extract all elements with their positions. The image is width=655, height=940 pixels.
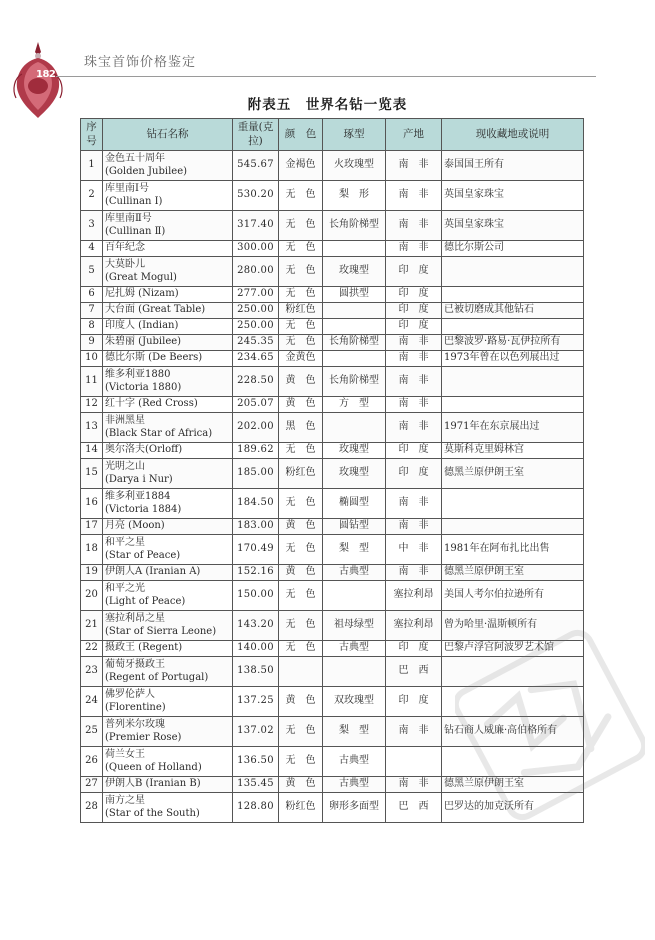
cut-style — [323, 303, 386, 319]
diamond-name-cn: 佛罗伦萨人 — [105, 689, 155, 700]
header-divider — [56, 76, 596, 77]
diamond-name — [103, 397, 233, 413]
location-note — [442, 747, 584, 777]
table-row — [81, 581, 584, 611]
cut-style: 长角阶梯型 — [323, 211, 386, 241]
table-row — [81, 641, 584, 657]
table-row — [81, 367, 584, 397]
carat-weight: 150.00 — [233, 581, 279, 611]
diamond-color: 黄 色 — [279, 565, 323, 581]
diamond-name-cn: 印度人 (Indian) — [105, 320, 179, 332]
table-row — [81, 413, 584, 443]
location-note: 美国人考尔伯拉逊所有 — [442, 581, 584, 611]
carat-weight: 183.00 — [233, 519, 279, 535]
cut-style: 长角阶梯型 — [323, 335, 386, 351]
origin: 印 度 — [386, 641, 442, 657]
row-number: 5 — [81, 257, 103, 287]
table-row — [81, 287, 584, 303]
diamond-name-cn: 摄政王 (Regent) — [105, 642, 183, 654]
cut-style: 古典型 — [323, 747, 386, 777]
origin: 印 度 — [386, 319, 442, 335]
origin: 南 非 — [386, 181, 442, 211]
location-note — [442, 397, 584, 413]
diamond-name-cn: 奥尔洛夫(Orloff) — [105, 444, 183, 456]
table-row — [81, 459, 584, 489]
location-note: 英国皇家珠宝 — [442, 181, 584, 211]
diamond-name-cn: 非洲黑星 — [105, 415, 145, 426]
diamond-name — [103, 565, 233, 581]
row-number: 8 — [81, 319, 103, 335]
location-note: 德黑兰原伊朗王室 — [442, 777, 584, 793]
origin: 南 非 — [386, 351, 442, 367]
table-row — [81, 565, 584, 581]
location-note: 英国皇家珠宝 — [442, 211, 584, 241]
table-row — [81, 489, 584, 519]
cut-style: 长角阶梯型 — [323, 367, 386, 397]
diamond-color: 无 色 — [279, 443, 323, 459]
location-note — [442, 287, 584, 303]
carat-weight: 137.25 — [233, 687, 279, 717]
row-number: 27 — [81, 777, 103, 793]
origin: 南 非 — [386, 241, 442, 257]
table-row — [81, 211, 584, 241]
diamond-name — [103, 687, 233, 717]
diamond-name — [103, 581, 233, 611]
row-number: 21 — [81, 611, 103, 641]
table-row — [81, 257, 584, 287]
diamond-name-cn: 光明之山 — [105, 461, 145, 472]
diamond-color: 黄 色 — [279, 519, 323, 535]
carat-weight: 228.50 — [233, 367, 279, 397]
carat-weight: 234.65 — [233, 351, 279, 367]
diamond-name-cn: 库里南Ⅰ号 — [105, 183, 149, 194]
location-note: 德黑兰原伊朗王室 — [442, 459, 584, 489]
diamond-name — [103, 151, 233, 181]
diamond-name — [103, 181, 233, 211]
diamond-name-en: (Queen of Holland) — [105, 761, 202, 773]
carat-weight: 245.35 — [233, 335, 279, 351]
diamond-name-cn: 普列米尔玫瑰 — [105, 719, 165, 730]
carat-weight: 140.00 — [233, 641, 279, 657]
diamond-name — [103, 367, 233, 397]
location-note: 1971年在东京展出过 — [442, 413, 584, 443]
table-row — [81, 717, 584, 747]
carat-weight: 184.50 — [233, 489, 279, 519]
carat-weight: 300.00 — [233, 241, 279, 257]
diamond-name-cn: 大台面 (Great Table) — [105, 304, 206, 316]
table-row — [81, 151, 584, 181]
diamond-name-en: (Star of Sierra Leone) — [105, 625, 217, 637]
diamond-color: 无 色 — [279, 181, 323, 211]
table-row — [81, 519, 584, 535]
location-note: 巴黎波罗·路易·瓦伊拉所有 — [442, 335, 584, 351]
diamond-name-en: (Cullinan Ⅱ) — [105, 225, 166, 237]
location-note — [442, 519, 584, 535]
row-number: 28 — [81, 793, 103, 823]
cut-style: 卵形多面型 — [323, 793, 386, 823]
diamond-name-cn: 朱碧丽 (Jubilee) — [105, 336, 182, 348]
table-row — [81, 747, 584, 777]
table-row — [81, 611, 584, 641]
diamond-color: 粉红色 — [279, 459, 323, 489]
origin: 南 非 — [386, 211, 442, 241]
diamond-name — [103, 211, 233, 241]
diamond-name-cn: 葡萄牙摄政王 — [105, 659, 165, 670]
table-title: 附表五 世界名钻一览表 — [247, 97, 408, 113]
book-title: 珠宝首饰价格鉴定 — [84, 55, 197, 70]
row-number: 19 — [81, 565, 103, 581]
carat-weight: 530.20 — [233, 181, 279, 211]
diamond-name-cn: 德比尔斯 (De Beers) — [105, 352, 203, 364]
diamond-name-cn: 塞拉利昂之星 — [105, 613, 165, 624]
row-number: 11 — [81, 367, 103, 397]
origin: 塞拉利昂 — [386, 611, 442, 641]
carat-weight: 202.00 — [233, 413, 279, 443]
diamond-name — [103, 287, 233, 303]
diamond-color: 无 色 — [279, 335, 323, 351]
table-row — [81, 335, 584, 351]
location-note — [442, 489, 584, 519]
cut-style — [323, 319, 386, 335]
origin: 南 非 — [386, 367, 442, 397]
row-number: 15 — [81, 459, 103, 489]
header-weight: 重量(克拉) — [233, 119, 279, 151]
carat-weight: 185.00 — [233, 459, 279, 489]
origin: 南 非 — [386, 489, 442, 519]
diamond-name-cn: 维多利亚1880 — [105, 369, 171, 380]
diamond-color: 无 色 — [279, 319, 323, 335]
header-color: 颜 色 — [279, 119, 323, 151]
diamond-color: 无 色 — [279, 581, 323, 611]
cut-style: 双玫瑰型 — [323, 687, 386, 717]
origin: 印 度 — [386, 303, 442, 319]
header-no: 序号 — [81, 119, 103, 151]
cut-style — [323, 657, 386, 687]
carat-weight: 250.00 — [233, 319, 279, 335]
famous-diamonds-table — [80, 118, 584, 823]
diamond-name — [103, 335, 233, 351]
diamond-name-cn: 大莫卧儿 — [105, 259, 145, 270]
location-note — [442, 257, 584, 287]
row-number: 10 — [81, 351, 103, 367]
origin: 印 度 — [386, 443, 442, 459]
row-number: 23 — [81, 657, 103, 687]
carat-weight: 317.40 — [233, 211, 279, 241]
cut-style: 圆钻型 — [323, 519, 386, 535]
carat-weight: 138.50 — [233, 657, 279, 687]
carat-weight: 152.16 — [233, 565, 279, 581]
carat-weight: 189.62 — [233, 443, 279, 459]
table-header-row — [81, 119, 584, 151]
row-number: 25 — [81, 717, 103, 747]
cut-style: 玫瑰型 — [323, 459, 386, 489]
location-note: 泰国国王所有 — [442, 151, 584, 181]
diamond-name-cn: 和平之光 — [105, 583, 145, 594]
row-number: 9 — [81, 335, 103, 351]
diamond-name — [103, 793, 233, 823]
diamond-name — [103, 351, 233, 367]
table-row — [81, 303, 584, 319]
table-row — [81, 687, 584, 717]
diamond-color: 无 色 — [279, 257, 323, 287]
diamond-color: 金黄色 — [279, 351, 323, 367]
table-row — [81, 241, 584, 257]
table-row — [81, 657, 584, 687]
diamond-name-en: (Star of Peace) — [105, 549, 181, 561]
table-row — [81, 319, 584, 335]
carat-weight: 280.00 — [233, 257, 279, 287]
diamond-color: 粉红色 — [279, 303, 323, 319]
table-row — [81, 181, 584, 211]
diamond-name-cn: 伊朗人A (Iranian A) — [105, 566, 201, 578]
diamond-color: 无 色 — [279, 489, 323, 519]
carat-weight: 170.49 — [233, 535, 279, 565]
location-note: 巴罗达的加克沃所有 — [442, 793, 584, 823]
row-number: 22 — [81, 641, 103, 657]
origin: 中 非 — [386, 535, 442, 565]
cut-style: 方 型 — [323, 397, 386, 413]
origin: 南 非 — [386, 777, 442, 793]
diamond-color: 无 色 — [279, 287, 323, 303]
row-number: 26 — [81, 747, 103, 777]
origin: 南 非 — [386, 519, 442, 535]
location-note — [442, 367, 584, 397]
page-number: 182 — [36, 69, 56, 80]
diamond-color: 无 色 — [279, 211, 323, 241]
row-number: 3 — [81, 211, 103, 241]
diamond-name-cn: 百年纪念 — [105, 242, 145, 254]
row-number: 2 — [81, 181, 103, 211]
location-note: 钻石商人威廉·高伯格所有 — [442, 717, 584, 747]
cut-style — [323, 241, 386, 257]
origin: 巴 西 — [386, 657, 442, 687]
diamond-name — [103, 535, 233, 565]
table-row — [81, 397, 584, 413]
diamond-name — [103, 257, 233, 287]
diamond-color: 无 色 — [279, 535, 323, 565]
header-name: 钻石名称 — [103, 119, 233, 151]
row-number: 12 — [81, 397, 103, 413]
row-number: 6 — [81, 287, 103, 303]
row-number: 7 — [81, 303, 103, 319]
cut-style: 玫瑰型 — [323, 257, 386, 287]
cut-style: 古典型 — [323, 565, 386, 581]
table-row — [81, 351, 584, 367]
diamond-color: 黄 色 — [279, 397, 323, 413]
diamond-name — [103, 747, 233, 777]
location-note: 莫斯科克里姆林宫 — [442, 443, 584, 459]
diamond-name-en: (Regent of Portugal) — [105, 671, 209, 683]
cut-style — [323, 351, 386, 367]
carat-weight: 277.00 — [233, 287, 279, 303]
diamond-name-cn: 红十字 (Red Cross) — [105, 398, 198, 410]
diamond-name — [103, 459, 233, 489]
diamond-name-en: (Victoria 1880) — [105, 381, 182, 393]
cut-style: 古典型 — [323, 777, 386, 793]
diamond-color: 无 色 — [279, 747, 323, 777]
diamond-name — [103, 489, 233, 519]
carat-weight: 545.67 — [233, 151, 279, 181]
header-note: 现收藏地或说明 — [442, 119, 584, 151]
origin — [386, 747, 442, 777]
diamond-name — [103, 641, 233, 657]
origin: 南 非 — [386, 565, 442, 581]
diamond-name — [103, 717, 233, 747]
row-number: 16 — [81, 489, 103, 519]
diamond-name-en: (Darya i Nur) — [105, 473, 173, 485]
diamond-color: 金褐色 — [279, 151, 323, 181]
diamond-name-en: (Victoria 1884) — [105, 503, 182, 515]
row-number: 4 — [81, 241, 103, 257]
diamond-name-cn: 维多利亚1884 — [105, 491, 171, 502]
diamond-name-cn: 库里南Ⅱ号 — [105, 213, 152, 224]
carat-weight: 205.07 — [233, 397, 279, 413]
origin: 印 度 — [386, 459, 442, 489]
diamond-name-cn: 荷兰女王 — [105, 749, 145, 760]
diamond-name — [103, 443, 233, 459]
diamond-name-cn: 尼扎姆 (Nizam) — [105, 288, 179, 300]
origin: 印 度 — [386, 687, 442, 717]
location-note — [442, 657, 584, 687]
carat-weight: 137.02 — [233, 717, 279, 747]
diamond-name-cn: 南方之星 — [105, 795, 145, 806]
origin: 南 非 — [386, 335, 442, 351]
row-number: 14 — [81, 443, 103, 459]
origin: 巴 西 — [386, 793, 442, 823]
diamond-color: 黄 色 — [279, 367, 323, 397]
diamond-name — [103, 241, 233, 257]
cut-style: 梨 型 — [323, 717, 386, 747]
cut-style: 圆拱型 — [323, 287, 386, 303]
table-body — [81, 151, 584, 823]
cut-style: 梨 型 — [323, 535, 386, 565]
diamond-color: 无 色 — [279, 611, 323, 641]
row-number: 17 — [81, 519, 103, 535]
page-header — [0, 0, 655, 100]
header-origin: 产地 — [386, 119, 442, 151]
carat-weight: 135.45 — [233, 777, 279, 793]
diamond-name-en: (Light of Peace) — [105, 595, 186, 607]
diamond-color: 无 色 — [279, 241, 323, 257]
diamond-color: 黄 色 — [279, 687, 323, 717]
location-note: 巴黎卢浮宫阿波罗艺术馆 — [442, 641, 584, 657]
carat-weight: 143.20 — [233, 611, 279, 641]
row-number: 20 — [81, 581, 103, 611]
cut-style: 玫瑰型 — [323, 443, 386, 459]
diamond-name — [103, 519, 233, 535]
diamond-name — [103, 657, 233, 687]
location-note: 曾为哈里·温斯顿所有 — [442, 611, 584, 641]
diamond-color: 无 色 — [279, 641, 323, 657]
location-note — [442, 319, 584, 335]
diamond-name-cn: 和平之星 — [105, 537, 145, 548]
origin: 南 非 — [386, 717, 442, 747]
cut-style: 火玫瑰型 — [323, 151, 386, 181]
diamond-name-cn: 金色五十周年 — [105, 153, 165, 164]
cut-style — [323, 581, 386, 611]
table-row — [81, 535, 584, 565]
table-row — [81, 443, 584, 459]
origin: 南 非 — [386, 413, 442, 443]
carat-weight: 250.00 — [233, 303, 279, 319]
origin: 印 度 — [386, 287, 442, 303]
cut-style: 梨 形 — [323, 181, 386, 211]
location-note — [442, 687, 584, 717]
row-number: 1 — [81, 151, 103, 181]
diamond-color: 无 色 — [279, 717, 323, 747]
diamond-name — [103, 777, 233, 793]
diamond-name-cn: 伊朗人B (Iranian B) — [105, 778, 201, 790]
diamond-color — [279, 657, 323, 687]
cut-style: 古典型 — [323, 641, 386, 657]
location-note: 德黑兰原伊朗王室 — [442, 565, 584, 581]
origin: 南 非 — [386, 151, 442, 181]
diamond-color: 黑 色 — [279, 413, 323, 443]
location-note: 已被切磨成其他钻石 — [442, 303, 584, 319]
origin: 南 非 — [386, 397, 442, 413]
location-note: 1973年曾在以色列展出过 — [442, 351, 584, 367]
diamond-name-en: (Star of the South) — [105, 807, 200, 819]
diamond-name-en: (Florentine) — [105, 701, 166, 713]
diamond-color: 粉红色 — [279, 793, 323, 823]
carat-weight: 128.80 — [233, 793, 279, 823]
table-row — [81, 777, 584, 793]
origin: 塞拉利昂 — [386, 581, 442, 611]
cut-style: 祖母绿型 — [323, 611, 386, 641]
row-number: 24 — [81, 687, 103, 717]
diamond-name-en: (Premier Rose) — [105, 731, 182, 743]
diamond-name-cn: 月亮 (Moon) — [105, 520, 165, 532]
location-note: 1981年在阿布扎比出售 — [442, 535, 584, 565]
diamond-color: 黄 色 — [279, 777, 323, 793]
cut-style: 椭圆型 — [323, 489, 386, 519]
diamond-name-en: (Black Star of Africa) — [105, 427, 213, 439]
diamond-name-en: (Cullinan Ⅰ) — [105, 195, 163, 207]
carat-weight: 136.50 — [233, 747, 279, 777]
diamond-name-en: (Great Mogul) — [105, 271, 177, 283]
row-number: 18 — [81, 535, 103, 565]
origin: 印 度 — [386, 257, 442, 287]
header-cut: 琢型 — [323, 119, 386, 151]
diamond-name — [103, 413, 233, 443]
cut-style — [323, 413, 386, 443]
diamond-name — [103, 319, 233, 335]
diamond-name — [103, 303, 233, 319]
location-note: 德比尔斯公司 — [442, 241, 584, 257]
diamond-name-en: (Golden Jubilee) — [105, 165, 188, 177]
diamond-name — [103, 611, 233, 641]
row-number: 13 — [81, 413, 103, 443]
table-row — [81, 793, 584, 823]
